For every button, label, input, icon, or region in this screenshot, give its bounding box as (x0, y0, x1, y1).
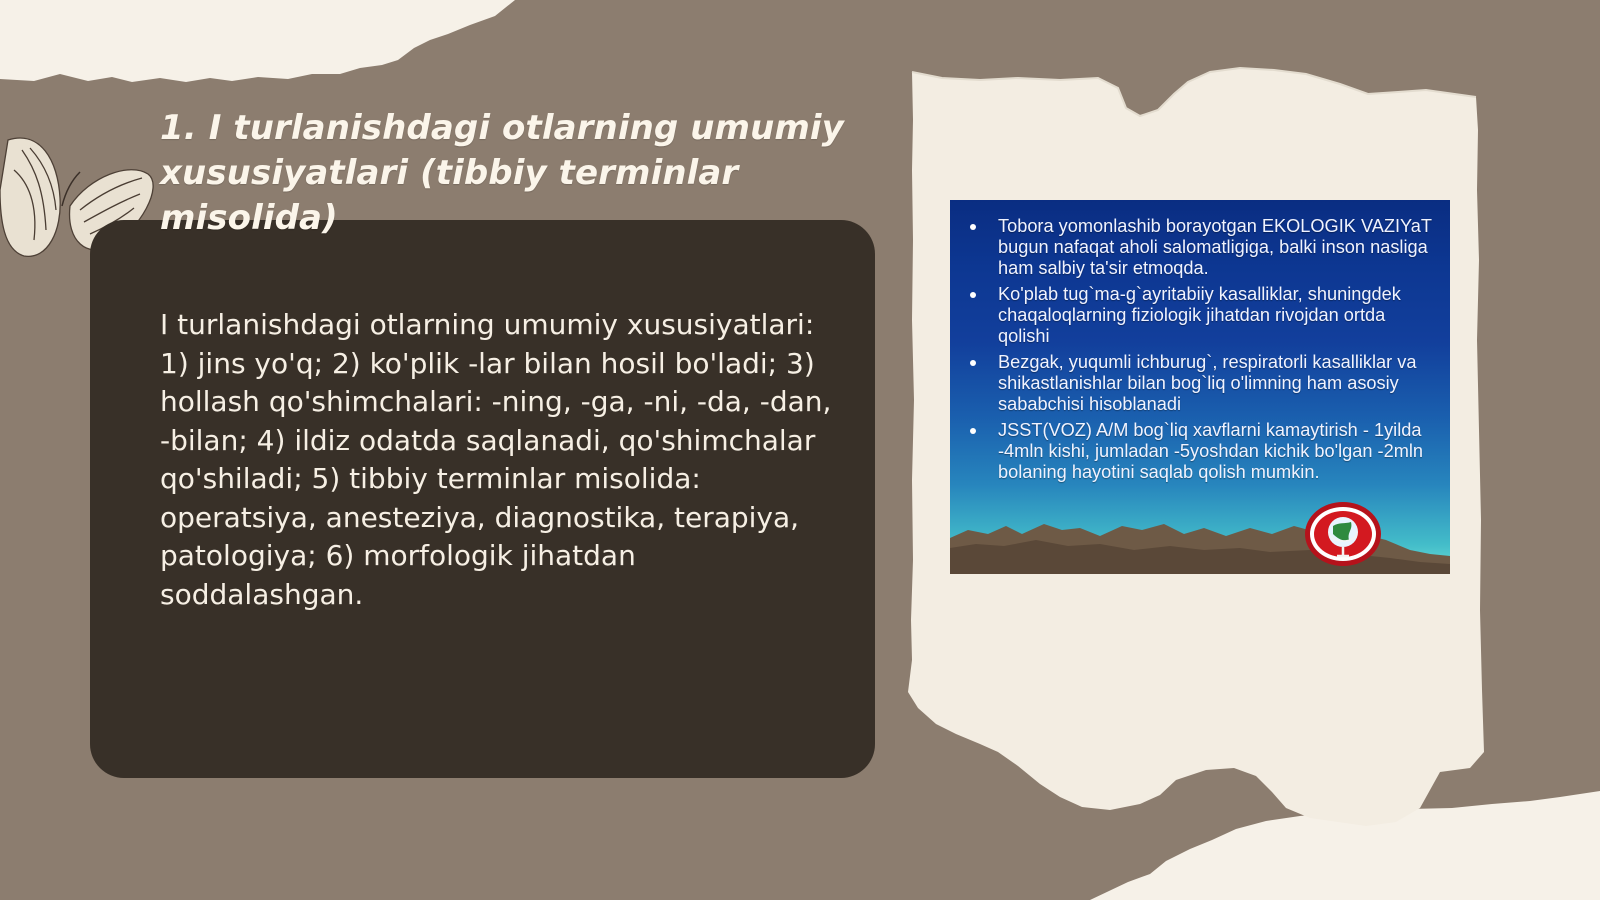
embedded-slide-bullet: Bezgak, yuqumli ichburug`, respiratorli kasalliklar va shikastlanishlar bilan bog`liq o'limning ham asosiy sababchisi hisoblanadi (998, 352, 1432, 415)
slide-heading: 1. I turlanishdagi otlarning umumiy xususiyatlari (tibbiy terminlar misolida) (160, 108, 844, 238)
embedded-slide-bullet: JSST(VOZ) A/M bog`liq xavflarni kamaytirish - 1yilda -4mln kishi, jumladan -5yoshdan kichik bo'lgan -2mln bolaning hayotini saqlab qolish mumkin. (998, 420, 1432, 483)
embedded-slide-bullets (950, 200, 1450, 483)
embedded-slide-bullet: Ko'plab tug`ma-g`ayritabiiy kasalliklar, shuningdek chaqaloqlarning fiziologik jihatdan rivojdan ortda qolishi (998, 284, 1432, 347)
globe-emblem-icon (1303, 500, 1383, 568)
slide-body-text: I turlanishdagi otlarning umumiy xususiyatlari: 1) jins yo'q; 2) ko'plik -lar bilan hosil bo'ladi; 3) hollash qo'shimchalari: -ning, -ga, -ni, -da, -dan, -bilan; 4) ildiz odatda saqlanadi, qo'shimchalar qo'shiladi; 5) tibbiy terminlar misolida: operatsiya, anesteziya, diagnostika, terapiya, patologiya; 6) morfologik jihatdan soddalashgan. (160, 308, 832, 611)
embedded-slide-image (950, 200, 1450, 574)
embedded-slide-bullet: Tobora yomonlashib borayotgan EKOLOGIK VAZIYaT bugun nafaqat aholi salomatligiga, balki inson nasliga ham salbiy ta'sir etmoqda. (998, 216, 1432, 278)
